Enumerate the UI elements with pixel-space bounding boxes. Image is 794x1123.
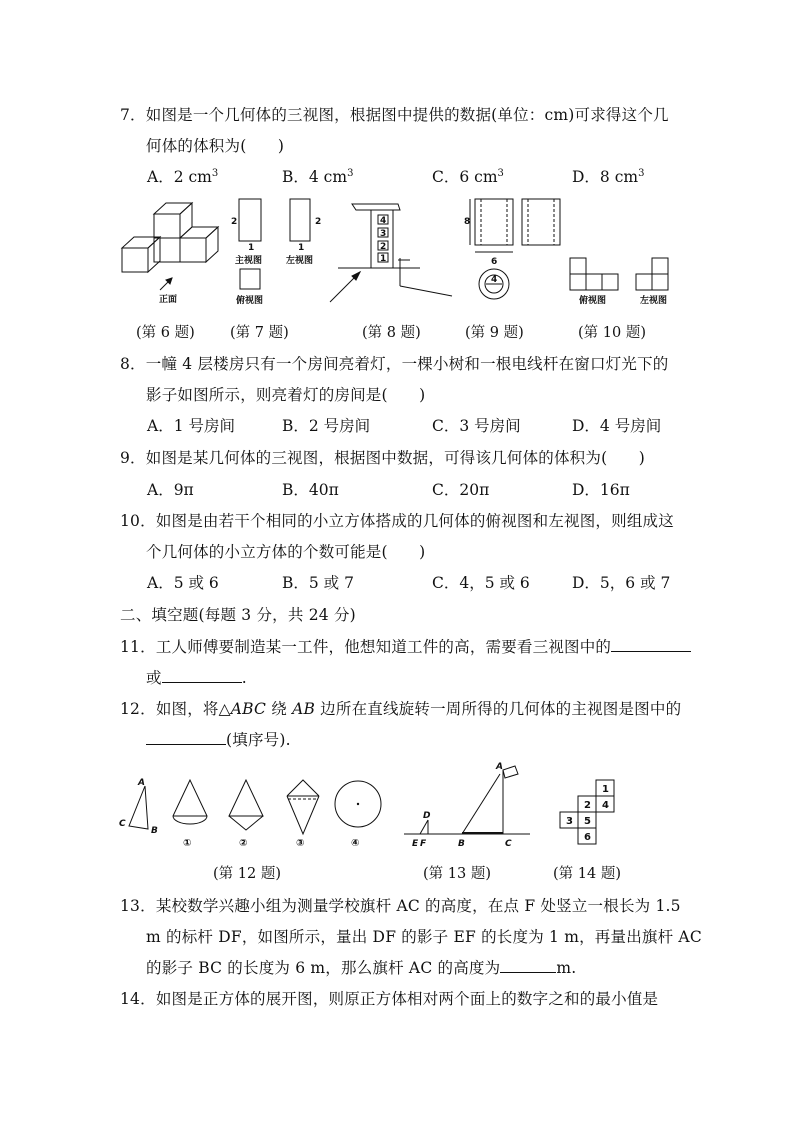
q10-option-c: C．4，5 或 6 [432, 574, 530, 592]
section2-title: 二、填空题(每题 3 分，共 24 分) [120, 606, 356, 624]
q13-line3: 的影子 BC 的长度为 6 m，那么旗杆 AC 的高度为 m. [146, 959, 577, 977]
q10-line2: 个几何体的小立方体的个数可能是( ) [146, 543, 426, 561]
q7-option-b: B．4 $cm^3$ [282, 167, 354, 186]
q12-blank[interactable] [146, 730, 226, 745]
caption-fig7: (第 7 题) [230, 325, 289, 341]
fig6-front-label: 正面 [159, 295, 178, 305]
fig7-dim-bottom-left: 1 [248, 243, 255, 253]
fig8-room-3: 3 [380, 229, 387, 239]
fig14-cell-3: 3 [566, 816, 573, 827]
q12-line2: (填序号). [146, 728, 291, 750]
fig14-cell-6: 6 [584, 832, 591, 843]
fig13-label-a: A [496, 762, 503, 772]
fig12-label-a: A [138, 778, 145, 788]
q9-line1: 9．如图是某几何体的三视图，根据图中数据，可得该几何体的体积为( ) [120, 449, 645, 467]
q10-line1: 10．如图是由若干个相同的小立方体搭成的几何体的俯视图和左视图，则组成这 [120, 512, 674, 530]
fig7-dim-bottom-right: 1 [298, 243, 305, 253]
figures-row-1 [0, 190, 794, 320]
q11-blank-1[interactable] [611, 637, 691, 652]
fig12-label-c: C [119, 819, 126, 829]
q10-option-b: B．5 或 7 [282, 574, 354, 592]
q13-blank[interactable] [500, 958, 556, 973]
q8-option-a: A．1 号房间 [147, 417, 235, 435]
q8-option-d: D．4 号房间 [572, 417, 662, 435]
caption-fig6: (第 6 题) [136, 325, 195, 341]
caption-fig12: (第 12 题) [213, 866, 281, 882]
q9-option-c: C．20π [432, 481, 490, 499]
fig13-label-f: F [420, 839, 427, 849]
fig12-option-2: ② [239, 838, 248, 849]
fig9-height: 8 [464, 217, 471, 227]
caption-fig13: (第 13 题) [423, 866, 491, 882]
q11-line1: 11．工人师傅要制造某一工件，他想知道工件的高，需要看三视图中的 [120, 635, 691, 657]
q9-option-d: D．16π [572, 481, 630, 499]
fig8-room-1: 1 [380, 254, 387, 264]
caption-fig9: (第 9 题) [465, 325, 524, 341]
q7-option-a: A．2 $cm^3$ [147, 167, 219, 186]
fig9-width: 6 [491, 257, 498, 267]
q9-option-a: A．9π [147, 481, 194, 499]
q8-option-c: C．3 号房间 [432, 417, 521, 435]
fig7-dim-left: 2 [231, 217, 238, 227]
fig6-cubes [122, 203, 218, 290]
q12-line1: 12．如图，将△ABC 绕 AB 边所在直线旋转一周所得的几何体的主视图是图中的 [120, 700, 682, 718]
caption-fig8: (第 8 题) [362, 325, 421, 341]
caption-fig10: (第 10 题) [578, 325, 646, 341]
fig13-label-c: C [505, 839, 512, 849]
q9-option-b: B．40π [282, 481, 339, 499]
fig13-label-b: B [458, 839, 465, 849]
fig7-dim-right: 2 [315, 217, 322, 227]
q7-option-d: D．8 $cm^3$ [572, 167, 645, 186]
q13-line1: 13．某校数学兴趣小组为测量学校旗杆 AC 的高度，在点 F 处竖立一根长为 1.5 [120, 897, 681, 915]
q10-option-a: A．5 或 6 [147, 574, 219, 592]
caption-fig14: (第 14 题) [553, 866, 621, 882]
q11-blank-2[interactable] [162, 668, 242, 683]
fig12-label-b: B [151, 826, 158, 836]
fig10-top-view: 俯视图 [579, 296, 607, 306]
fig13-label-e: E [412, 839, 419, 849]
fig10-left-view: 左视图 [640, 296, 668, 306]
fig7-top-view: 俯视图 [236, 296, 264, 306]
q8-line1: 8．一幢 4 层楼房只有一个房间亮着灯，一棵小树和一根电线杆在窗口灯光下的 [120, 355, 669, 373]
q8-option-b: B．2 号房间 [282, 417, 371, 435]
fig8-room-2: 2 [380, 242, 387, 252]
fig14-cell-1: 1 [602, 784, 609, 795]
fig9-diameter: 4 [491, 275, 498, 285]
q8-line2: 影子如图所示，则亮着灯的房间是( ) [146, 386, 426, 404]
q10-option-d: D．5，6 或 7 [572, 574, 671, 592]
q7-option-c: C．6 $cm^3$ [432, 167, 504, 186]
fig14-cell-4: 4 [602, 800, 609, 811]
fig7-main-view: 主视图 [235, 256, 263, 266]
q11-line2: 或 . [146, 669, 247, 687]
fig14-cell-2: 2 [584, 800, 591, 811]
q7-line1: 7．如图是一个几何体的三视图，根据图中提供的数据(单位：cm)可求得这个几 [120, 106, 669, 124]
fig13-label-d: D [423, 811, 431, 821]
fig14-cell-5: 5 [584, 816, 591, 827]
fig12-option-3: ③ [296, 838, 305, 849]
q13-line2: m 的标杆 DF，如图所示，量出 DF 的影子 EF 的长度为 1 m，再量出旗杆 AC [146, 928, 702, 946]
fig8-room-4: 4 [380, 216, 387, 226]
figures-row-2 [0, 756, 794, 856]
fig12-option-4: ④ [351, 838, 360, 849]
fig7-left-view: 左视图 [286, 256, 314, 266]
q7-line2: 何体的体积为( ) [146, 137, 285, 155]
fig12-option-1: ① [183, 838, 192, 849]
q14-line1: 14．如图是正方体的展开图，则原正方体相对两个面上的数字之和的最小值是 [120, 990, 659, 1008]
